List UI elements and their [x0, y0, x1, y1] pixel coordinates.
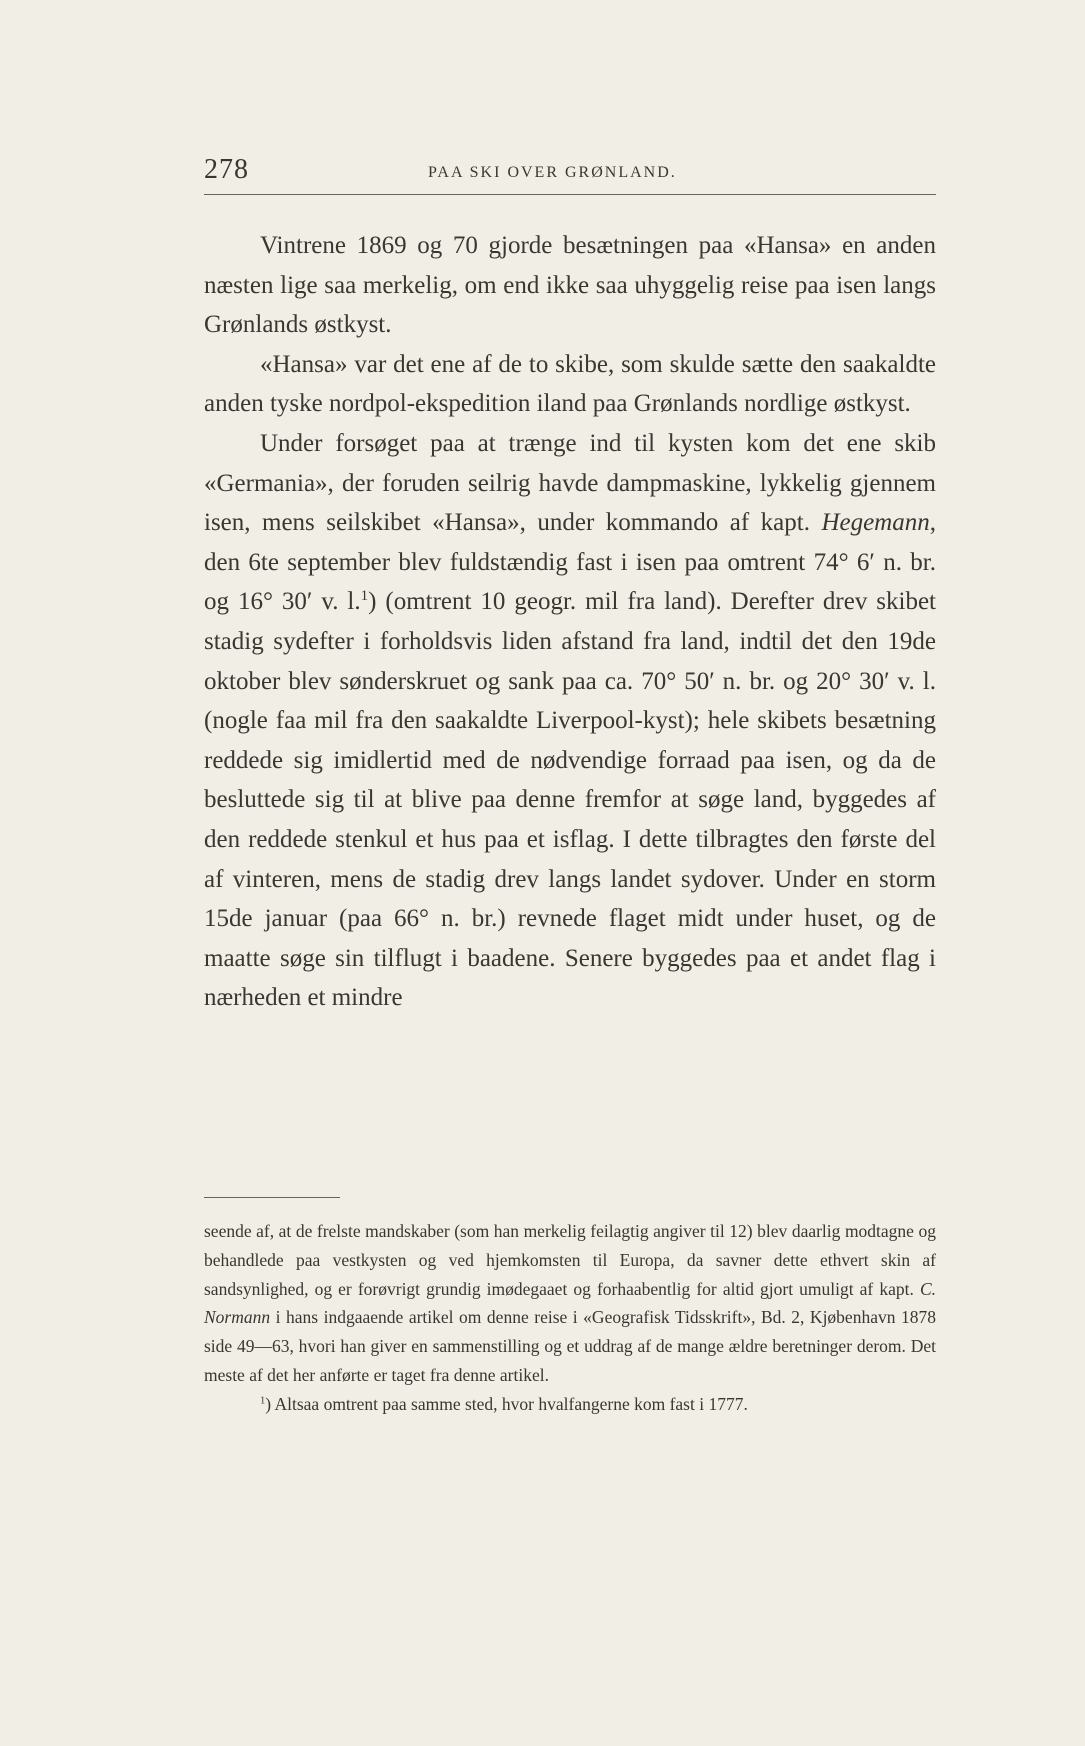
footnote-1-mark: 1 [260, 1395, 266, 1407]
paragraph-2: «Hansa» var det ene af de to skibe, som skulde sætte den saakaldte anden tyske nordpol-ekspedition iland paa Grønlands nordlige østkyst. [204, 350, 936, 418]
footnotes [204, 1217, 936, 1419]
paragraph-3-text-c: ) (omtrent 10 geogr. mil fra land). Derefter drev skibet stadig sydefter i forholdsvis liden afstand fra land, indtil det den 19de oktober blev sønderskruet og sank paa ca. 70° 50′ n. br. og 20° 30′ v. l. (nogle faa mil fra den saakaldte Liverpool-kyst); hele skibets besætning reddede sig imidlertid med de nødvendige forraad paa isen, og da de besluttede sig til at blive paa denne fremfor at søge land, byggedes af den reddede stenkul et hus paa et isflag. I dette tilbragtes den første del af vinteren, mens de stadig drev langs landet sydover. Under en storm 15de januar (paa 66° n. br.) revnede flaget midt under huset, og de maatte søge sin tilflugt i baadene. Senere byggedes paa et andet flag i nærheden et mindre [204, 588, 936, 1012]
body-text [204, 226, 936, 1018]
paragraph-3 [204, 424, 936, 1018]
paragraph-1: Vintrene 1869 og 70 gjorde besætningen paa «Hansa» en anden næsten lige saa merkelig, om end ikke saa uhyggelig reise paa isen langs Grønlands østkyst. [204, 232, 936, 339]
footnote-continuation [204, 1217, 936, 1390]
paragraph-3-text-b: , den 6te september blev fuldstændig fast i isen paa omtrent 74° 6′ n. br. og 16° 30′ v. l. [204, 509, 936, 616]
footnote-rule [204, 1197, 340, 1198]
page-number: 278 [204, 154, 249, 185]
footnote-1 [204, 1390, 936, 1419]
paragraph-3-text-a: Under forsøget paa at trænge ind til kysten kom det ene skib «Germania», der foruden seilrig havde dampmaskine, lykkelig gjennem isen, mens seilskibet «Hansa», under kommando af kapt. [204, 429, 936, 537]
person-name-hegemann: Hegemann [821, 509, 930, 537]
header-rule [204, 194, 936, 195]
running-title: PAA SKI OVER GRØNLAND. [428, 164, 677, 181]
footnote-continuation-text-a: seende af, at de frelste mandskaber (som han merkelig feilagtig angiver til 12) blev daarlig modtagne og behandlede paa vestkysten og ved hjemkomsten til Europa, da savner dette ethvert skin af sandsynlighed, og er forøvrigt grundig imødegaaet og forhaabentlig for altid gjort umuligt af kapt. [204, 1221, 936, 1299]
footnote-1-text: ) Altsaa omtrent paa samme sted, hvor hvalfangerne kom fast i 1777. [265, 1393, 748, 1414]
footnote-reference: 1 [360, 588, 369, 605]
footnote-continuation-text-b: i hans indgaaende artikel om denne reise i «Geografisk Tidsskrift», Bd. 2, Kjøbenhavn 1878 side 49—63, hvori han giver en sammenstilling og et uddrag af de mange ældre beretninger derom. Det meste af det her anførte er taget fra denne artikel. [204, 1307, 936, 1385]
person-name-normann: C. Normann [204, 1278, 936, 1328]
page-header [204, 154, 936, 194]
